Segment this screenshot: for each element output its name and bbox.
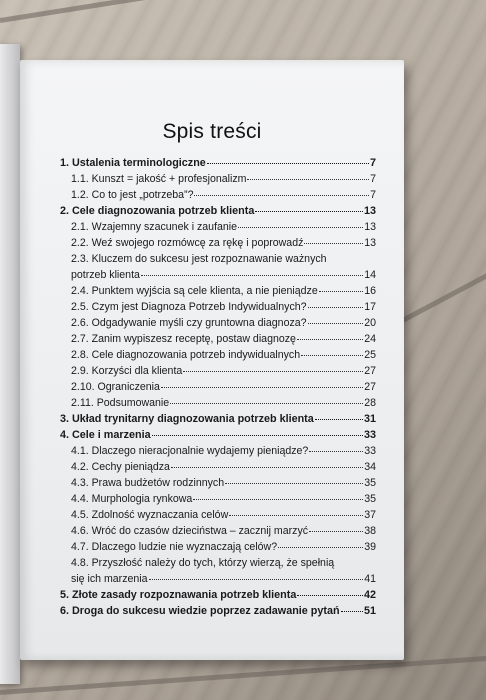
toc-dot-leader [141, 265, 363, 276]
toc-page-number: 25 [364, 349, 376, 361]
toc-entry-label: 3. Układ trynitarny diagnozowania potrzeb klienta [60, 413, 314, 425]
toc-dot-leader [193, 489, 363, 500]
toc-entry-label: 2.8. Cele diagnozowania potrzeb indywidualnych [71, 349, 301, 361]
toc-dot-leader [229, 505, 363, 516]
toc-entry-label: 2.6. Odgadywanie myśli czy gruntowna diagnoza? [71, 317, 307, 329]
toc-dot-leader [161, 377, 363, 388]
toc-page-number: 13 [364, 221, 376, 233]
toc-page-number: 7 [369, 157, 376, 169]
toc-entry-label: 4.5. Zdolność wyznaczania celów [71, 509, 229, 521]
toc-page-number: 7 [370, 189, 376, 201]
toc-entry-label: 4.7. Dlaczego ludzie nie wyznaczają celów? [71, 541, 278, 553]
toc-page-number: 16 [364, 285, 376, 297]
toc-page-number: 38 [364, 525, 376, 537]
wood-plank-seam [0, 0, 486, 23]
toc-dot-leader [171, 457, 363, 468]
toc-dot-leader [309, 441, 363, 452]
toc-entry-label: 4. Cele i marzenia [60, 429, 151, 441]
book-page [20, 60, 404, 660]
toc-entry-label: 4.1. Dlaczego nieracjonalnie wydajemy pieniądze? [71, 445, 309, 457]
toc-dot-leader [170, 393, 363, 404]
toc-entry-label: 4.4. Murphologia rynkowa [71, 493, 193, 505]
toc-entry-label: potrzeb klienta [71, 269, 140, 281]
toc-entry-label: 2.1. Wzajemny szacunek i zaufanie [71, 221, 238, 233]
toc-page-number: 35 [364, 493, 376, 505]
toc-dot-leader [238, 217, 363, 228]
toc-page-number: 13 [364, 237, 376, 249]
toc-chapter-row [60, 587, 376, 603]
table-of-contents [60, 155, 376, 619]
toc-page-number: 24 [364, 333, 376, 345]
toc-dot-leader [309, 521, 363, 532]
toc-entry-label: 5. Złote zasady rozpoznawania potrzeb klienta [60, 589, 297, 601]
toc-entry-label: 2.4. Punktem wyjścia są cele klienta, a nie pieniądze [71, 285, 318, 297]
toc-entry-label: 4.2. Cechy pieniądza [71, 461, 170, 473]
toc-entry-label: 6. Droga do sukcesu wiedzie poprzez zadawanie pytań [60, 605, 340, 617]
toc-page-number: 42 [363, 589, 376, 601]
toc-page-number: 33 [363, 429, 376, 441]
toc-dot-leader [301, 345, 363, 356]
toc-entry-label: 2.2. Weź swojego rozmówcę za rękę i poprowadź [71, 237, 304, 249]
toc-page-number: 28 [364, 397, 376, 409]
wood-plank-seam [0, 655, 486, 695]
toc-dot-leader [278, 537, 363, 548]
toc-page-number: 27 [364, 381, 376, 393]
toc-page-number: 33 [364, 445, 376, 457]
toc-page-number: 37 [364, 509, 376, 521]
toc-dot-leader [315, 409, 363, 420]
toc-entry-label: się ich marzenia [71, 573, 148, 585]
toc-page-number: 13 [363, 205, 376, 217]
toc-dot-leader [297, 585, 363, 596]
toc-dot-leader [247, 169, 369, 180]
toc-page-number: 14 [364, 269, 376, 281]
book-spine [0, 44, 20, 684]
toc-page-number: 20 [364, 317, 376, 329]
toc-page-number: 51 [363, 605, 376, 617]
toc-entry-label: 1.2. Co to jest „potrzeba”? [71, 189, 194, 201]
toc-dot-leader [149, 569, 364, 580]
toc-page-number: 17 [364, 301, 376, 313]
toc-entry-label: 4.8. Przyszłość należy do tych, którzy wierzą, że spełnią [71, 557, 335, 569]
toc-dot-leader [207, 153, 369, 164]
toc-page-number: 39 [364, 541, 376, 553]
toc-page-number: 31 [363, 413, 376, 425]
toc-entry-label: 2. Cele diagnozowania potrzeb klienta [60, 205, 255, 217]
toc-entry-label: 2.9. Korzyści dla klienta [71, 365, 183, 377]
toc-section-row [60, 539, 376, 555]
toc-entry-label: 2.3. Kluczem do sukcesu jest rozpoznawanie ważnych [71, 253, 327, 265]
toc-entry-label: 1.1. Kunszt = jakość + profesjonalizm [71, 173, 247, 185]
toc-dot-leader [255, 201, 363, 212]
toc-entry-label: 2.5. Czym jest Diagnoza Potrzeb Indywidualnych? [71, 301, 307, 313]
toc-page-number: 35 [364, 477, 376, 489]
toc-dot-leader [308, 313, 364, 324]
toc-dot-leader [308, 297, 364, 308]
toc-chapter-row [60, 603, 376, 619]
page-title: Spis treści [162, 120, 262, 143]
toc-entry-label: 4.6. Wróć do czasów dzieciństwa – zacznij marzyć [71, 525, 309, 537]
toc-dot-leader [152, 425, 363, 436]
toc-dot-leader [183, 361, 363, 372]
toc-entry-label: 2.7. Zanim wypiszesz receptę, postaw diagnozę [71, 333, 296, 345]
toc-page-number: 34 [364, 461, 376, 473]
toc-page-number: 7 [370, 173, 376, 185]
toc-dot-leader [225, 473, 363, 484]
toc-dot-leader [194, 185, 369, 196]
toc-entry-label: 4.3. Prawa budżetów rodzinnych [71, 477, 225, 489]
toc-page-number: 41 [364, 573, 376, 585]
toc-dot-leader [304, 233, 363, 244]
toc-entry-label: 2.10. Ograniczenia [71, 381, 160, 393]
toc-page-number: 27 [364, 365, 376, 377]
toc-entry-label: 1. Ustalenia terminologiczne [60, 157, 206, 169]
toc-dot-leader [297, 329, 363, 340]
toc-dot-leader [341, 601, 363, 612]
toc-section-row [60, 235, 376, 251]
toc-entry-label: 2.11. Podsumowanie [71, 397, 170, 409]
toc-dot-leader [319, 281, 363, 292]
